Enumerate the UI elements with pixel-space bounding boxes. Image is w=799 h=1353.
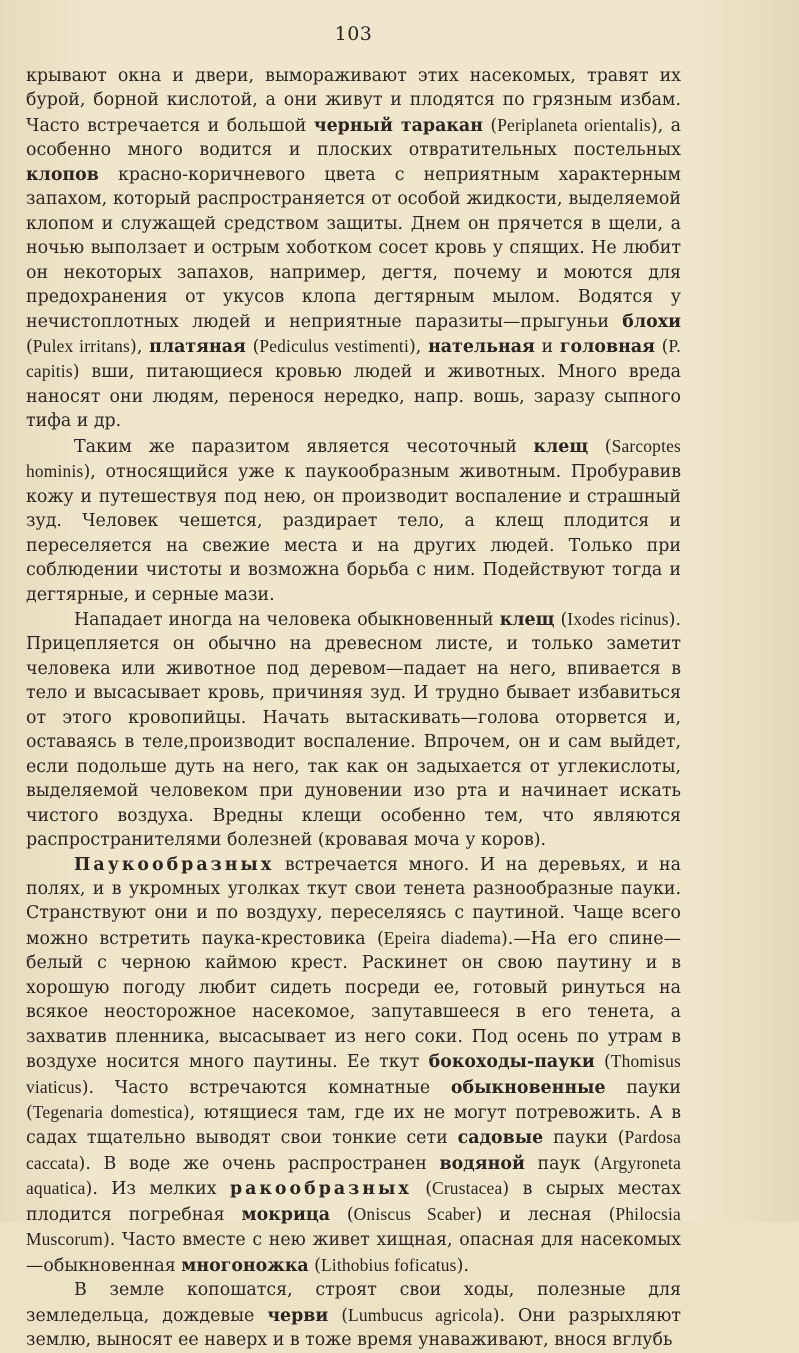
text-run: ),: [130, 336, 150, 357]
latin-name: P. capitis: [26, 335, 681, 382]
text-run: встречается много. И на деревьях, и на полях, и в укромных уголках ткут свои тенета разнообразные пауки. Странствуют они и по воздуху, переселяясь с паутиной. Чаще всего можно встретить паука-крестовика (: [26, 854, 681, 949]
text-run: и: [534, 336, 560, 357]
term-crab-spiders: бокоходы-пауки: [428, 1052, 595, 1073]
text-run: ). Прицепляется он обычно на древесном листе, и только заметит человека или животное под деревом—падает на него, впивается в тело и высасывает кровь, причиняя зуд. И трудно бывает избавиться от этого кровопийцы. Начать вытаскивать—голова оторвется и, оставаясь в теле,производит воспаление. Впрочем, он и сам выйдет, если подольше дуть на него, так как он задыхается от углекислоты, выделяемой человеком при дуновении изо рта и начинает искать чистого воздуха. Вредны клещи особенно тем, что являются распространителями болезней (кровавая моча у коров).: [26, 609, 681, 851]
latin-name: Epeira diadema: [383, 927, 502, 948]
text-run: ), относящийся уже к паукообразным животным. Пробуравив кожу и путешествуя под нею, он производит воспаление и страшный зуд. Человек чешется, раздирает тело, а клещ плодится и переселяется на свежие места и на других людей. Только при соблюдении чистоты и возможна борьба с ним. Подействуют тогда и дегтярные, и серные мази.: [26, 462, 681, 605]
text-run: пауки (: [26, 1077, 681, 1124]
text-run: (: [588, 436, 612, 457]
page-body: [26, 64, 681, 1353]
text-run: ), а особенно много водится и плоских отвратительных постельных: [26, 115, 681, 161]
paragraph-4: [26, 853, 681, 1279]
latin-name: Periplaneta orientalis: [497, 114, 651, 135]
term-black-cockroach: черный таракан: [313, 115, 483, 136]
paragraph-1: [26, 64, 681, 434]
term-body-louse: нательная: [428, 336, 535, 357]
term-water-spider: водяной: [439, 1153, 525, 1174]
latin-name: Ixodes ricinus: [567, 608, 669, 629]
term-head-louse: головная: [559, 336, 655, 357]
term-bedbugs: клопов: [26, 164, 99, 185]
text-run: ). Они разрыхляют землю, выносят ее наверх и в тоже время унаваживают, внося вглубь: [26, 1305, 681, 1351]
text-run: ) в сырых местах плодится погребная: [26, 1179, 681, 1225]
text-run: крывают окна и двери, вымораживают этих насекомых, травят их бурой, борной кислотой, а они живут и плодятся по грязным избам. Часто встречается и большой: [26, 66, 681, 136]
term-garden-spiders: садовые: [457, 1128, 544, 1149]
term-fleas: блохи: [622, 311, 681, 332]
paragraph-3: [26, 607, 681, 853]
text-run: ). Часто вместе с нею живет хищная, опасная для насекомых—обыкновенная: [26, 1230, 681, 1276]
latin-name: Pardosa caccata: [26, 1127, 681, 1173]
text-run: ). В воде же очень распространен: [78, 1153, 440, 1174]
text-run: (: [594, 1052, 611, 1073]
term-itch-mite: клещ: [533, 436, 589, 457]
latin-name: Pulex irritans: [32, 335, 131, 356]
term-centipede: многоножка: [181, 1255, 309, 1276]
text-run: (: [328, 1305, 349, 1326]
text-run: (: [554, 609, 568, 630]
text-run: (: [329, 1204, 354, 1225]
text-run: паук (: [524, 1153, 601, 1174]
text-run: (: [26, 336, 33, 357]
text-run: ), ютящиеся там, где их не могут потревожить. А в садах тщательно выводят свои тонкие сети: [26, 1103, 681, 1149]
latin-name: Tegenaria domestica: [32, 1102, 183, 1123]
text-run: В земле копошатся, строят свои ходы, полезные для земледельца, дождевые: [26, 1280, 681, 1326]
text-run: ) вши, питающиеся кровью людей и животных. Много вреда наносят они людям, перенося нередко, напр. вошь, заразу сыпного тифа и др.: [26, 362, 681, 432]
section-lead-crustaceans: ракообразных: [229, 1179, 412, 1200]
text-run: (: [482, 115, 498, 136]
text-run: ) и лесная (: [475, 1204, 616, 1225]
text-run: ).: [456, 1255, 469, 1276]
term-earthworms: черви: [267, 1305, 329, 1326]
text-run: (: [308, 1255, 321, 1276]
paragraph-5: [26, 1278, 681, 1352]
text-run: ). Из мелких: [85, 1179, 230, 1200]
latin-name: Argyroneta aquatica: [26, 1152, 681, 1199]
latin-name: Philocsia Muscorum: [26, 1203, 681, 1250]
term-common-spiders: обыкновенные: [450, 1077, 606, 1098]
latin-name: Lithobius foficatus: [320, 1254, 457, 1275]
paragraph-2: [26, 434, 681, 607]
section-lead-arachnids: Паукообразных: [74, 854, 275, 875]
latin-name: Oniscus Scaber: [353, 1203, 476, 1224]
text-run: (: [654, 336, 669, 357]
text-run: ). Часто встречаются комнатные: [81, 1077, 451, 1098]
text-run: ).—На его спине—белый с черною каймою крест. Раскинет он свою паутину и в хорошую погоду любит сидеть посреди ее, готовый ринуться на всякое неосторожное насекомое, запутавшееся в его тенета, а захватив пленника, высасывает из него соки. Под осень по утрам в воздухе носится много паутины. Ее ткут: [26, 928, 681, 1073]
text-run: красно-коричневого цвета с неприятным характерным запахом, который распространяется от особой жидкости, выделяемой клопом и служащей средством защиты. Днем он прячется в щели, а ночью выползает и острым хоботком сосет кровь у спящих. Не любит он некоторых запахов, например, дегтя, почему и моются для предохранения от укусов клопа дегтярным мылом. Водятся у нечистоплотных людей и неприятные паразиты—прыгуньи: [26, 164, 681, 332]
text-run: (: [411, 1179, 433, 1200]
latin-name: Crustacea: [432, 1178, 503, 1199]
term-tick: клещ: [499, 609, 555, 630]
text-run: пауки (: [543, 1128, 625, 1149]
text-run: Нападает иногда на человека обыкновенный: [74, 609, 500, 630]
term-clothes-louse: платяная: [149, 336, 246, 357]
page-number: 103: [334, 23, 373, 45]
text-run: ),: [409, 336, 429, 357]
text-run: Таким же паразитом является чесоточный: [74, 436, 534, 457]
latin-name: Lumbucus agricola: [348, 1304, 493, 1325]
term-woodlouse: мокрица: [241, 1204, 330, 1225]
text-run: (: [245, 336, 260, 357]
latin-name: Thomisus viaticus: [26, 1051, 681, 1097]
latin-name: Pediculus vestimenti: [259, 335, 409, 356]
latin-name: Sarcoptes hominis: [26, 435, 681, 482]
